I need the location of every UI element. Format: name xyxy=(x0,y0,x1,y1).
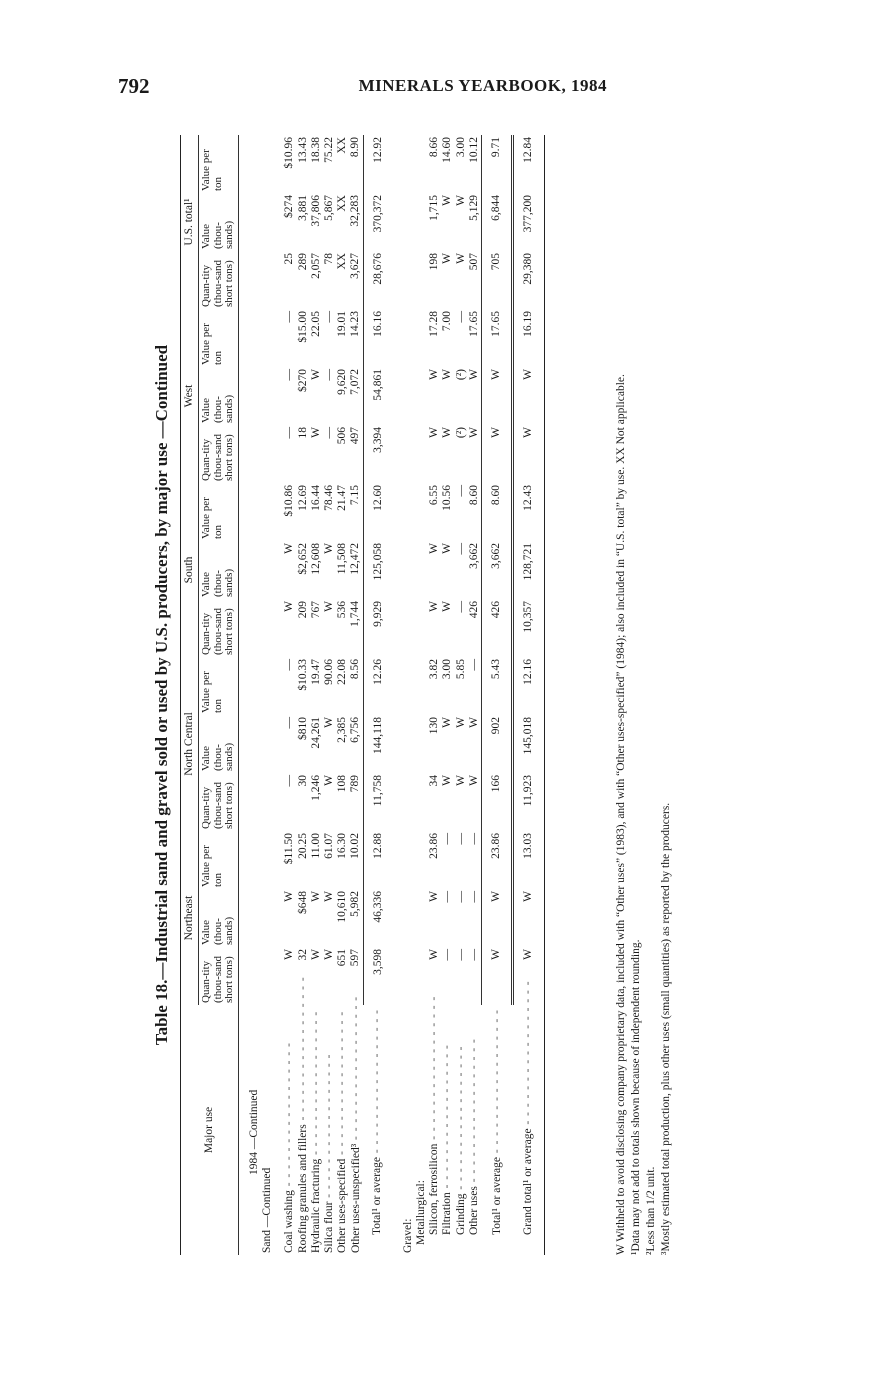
table-cell: 597 xyxy=(349,949,362,967)
table-cell: 10.12 xyxy=(467,137,480,163)
table-cell: 12.84 xyxy=(513,135,544,193)
table-cell: 22.05 xyxy=(309,311,322,337)
region-header-us-total: U.S. total¹ xyxy=(181,135,199,309)
table-cell: W xyxy=(467,369,480,380)
quantity-header: Quan-tity (thou-sand short tons) xyxy=(199,599,239,657)
value-per-ton-header: Value per ton xyxy=(199,657,239,715)
table-cell: 5,867 xyxy=(322,195,335,221)
table-cell: W xyxy=(441,601,454,612)
table-cell: 6,756 xyxy=(349,717,362,743)
table-cell: — xyxy=(441,949,454,961)
table-row xyxy=(455,135,468,1255)
table-cell: 9.71 xyxy=(482,135,513,193)
table-row xyxy=(297,135,310,1255)
footnote-w: W Withheld to avoid disclosing company proprietary data, included with “Other uses” (1983), and with “Other uses-specified” (1984); also included in “U.S. total” by use. XX Not applicable. xyxy=(615,374,627,1255)
table-cell: — xyxy=(454,311,467,323)
table-cell: 3,394 xyxy=(363,425,393,483)
grand-total-row xyxy=(513,135,544,1255)
table-cell: 3.00 xyxy=(441,659,454,680)
table-cell: 5,982 xyxy=(349,891,362,917)
table-cell: $11.50 xyxy=(283,833,296,865)
sand-total-row xyxy=(363,135,393,1255)
table-cell: 767 xyxy=(309,601,322,619)
table-row xyxy=(468,135,482,1255)
table-cell: 11.00 xyxy=(309,833,322,859)
table-cell: W xyxy=(513,947,544,1005)
table-cell: 3,881 xyxy=(296,195,309,221)
table-cell: 75.22 xyxy=(322,137,335,163)
footnotes xyxy=(614,135,674,1255)
table-body xyxy=(238,135,543,1255)
region-header-northeast: Northeast xyxy=(181,831,199,1005)
table-cell: 18 xyxy=(296,427,309,439)
table-cell: 9,620 xyxy=(336,369,349,395)
table-cell: 8.56 xyxy=(349,659,362,680)
table-cell: 506 xyxy=(336,427,349,445)
table-cell: 54,861 xyxy=(363,367,393,425)
table-cell: 18.38 xyxy=(309,137,322,163)
table-cell: 198 xyxy=(428,253,441,271)
table-cell: 29,380 xyxy=(513,251,544,309)
table-cell: 32,283 xyxy=(349,195,362,227)
table-cell: 1,715 xyxy=(428,195,441,221)
table-cell: 12.16 xyxy=(513,657,544,715)
table-cell: 25 xyxy=(283,253,296,265)
table-cell: W xyxy=(309,891,322,902)
table-cell: 7.00 xyxy=(441,311,454,332)
table-cell: W xyxy=(309,949,322,960)
table-cell: 5.43 xyxy=(482,657,513,715)
table-cell: — xyxy=(283,311,296,323)
table-cell: 46,336 xyxy=(363,889,393,947)
table-cell: 12.26 xyxy=(363,657,393,715)
table-row xyxy=(310,135,323,1255)
table-cell: — xyxy=(283,369,296,381)
table-cell: W xyxy=(441,717,454,728)
table-cell: 16.16 xyxy=(363,309,393,367)
table-cell: $274 xyxy=(283,195,296,218)
table-cell: W xyxy=(428,601,441,612)
table-cell: W xyxy=(454,253,467,264)
table-cell: 5,129 xyxy=(467,195,480,221)
table-cell: 10,610 xyxy=(336,891,349,923)
table-cell: 9,929 xyxy=(363,599,393,657)
table-cell: W xyxy=(283,891,296,902)
table-cell: W xyxy=(513,367,544,425)
table-cell: 108 xyxy=(336,775,349,793)
section-year: 1984 —Continued xyxy=(247,1089,260,1175)
row-label: Roofing granules and fillers - - - xyxy=(297,1005,310,1255)
table-cell: W xyxy=(322,891,335,902)
value-per-ton-header: Value per ton xyxy=(199,483,239,541)
table-cell: 16.19 xyxy=(513,309,544,367)
table-cell: W xyxy=(454,775,467,786)
value-header: Value (thou-sands) xyxy=(199,367,239,425)
table-cell: 166 xyxy=(482,773,513,831)
table-cell: 12,472 xyxy=(349,543,362,575)
table-cell: 128,721 xyxy=(513,541,544,599)
table-cell: 10.56 xyxy=(441,485,454,511)
table-cell: — xyxy=(467,659,480,671)
table-cell: $2,652 xyxy=(296,543,309,575)
table-cell: 22.08 xyxy=(336,659,349,685)
table-cell: W xyxy=(482,889,513,947)
table-cell: W xyxy=(428,543,441,554)
table-cell: $10.86 xyxy=(283,485,296,517)
page-header xyxy=(0,74,885,104)
table-cell: 8.60 xyxy=(467,485,480,506)
table-cell: — xyxy=(322,311,335,323)
table-cell: 130 xyxy=(428,717,441,735)
table-cell: 28,676 xyxy=(363,251,393,309)
table-cell: — xyxy=(283,775,296,787)
section-sand: Sand —Continued xyxy=(261,1167,274,1253)
table-cell: 19.01 xyxy=(336,311,349,337)
row-label: Silicon, ferrosilicon - - - xyxy=(428,1005,441,1255)
table-cell: W xyxy=(428,369,441,380)
table-cell: — xyxy=(454,601,467,613)
table-cell: 23.86 xyxy=(428,833,441,859)
table-cell: W xyxy=(441,253,454,264)
table-cell: — xyxy=(454,485,467,497)
table-cell: 78.46 xyxy=(322,485,335,511)
table-cell: 61.07 xyxy=(322,833,335,859)
table-cell: 12.92 xyxy=(363,135,393,193)
table-cell: W xyxy=(283,543,296,554)
table-row xyxy=(349,135,363,1255)
table-cell: W xyxy=(513,889,544,947)
table-cell: 3,627 xyxy=(349,253,362,279)
table-cell: 1,246 xyxy=(309,775,322,801)
table-cell: 14.23 xyxy=(349,311,362,337)
table-cell: — xyxy=(467,833,480,845)
table-cell: W xyxy=(309,369,322,380)
table-cell: W xyxy=(441,775,454,786)
table-cell: XX xyxy=(336,253,349,270)
page-number: 792 xyxy=(118,74,150,98)
table-cell: 23.86 xyxy=(482,831,513,889)
table-cell: 507 xyxy=(467,253,480,271)
table-cell: 426 xyxy=(467,601,480,619)
table-cell: 10,357 xyxy=(513,599,544,657)
table-cell: 1,744 xyxy=(349,601,362,627)
table-cell: 3.82 xyxy=(428,659,441,680)
table-cell: 125,058 xyxy=(363,541,393,599)
table-cell: W xyxy=(513,425,544,483)
region-header-west: West xyxy=(181,309,199,483)
row-label: Grinding - - - xyxy=(455,1005,468,1255)
table-cell: 5.85 xyxy=(454,659,467,680)
table-cell: W xyxy=(467,427,480,438)
table-cell: 30 xyxy=(296,775,309,787)
table-cell: 37,806 xyxy=(309,195,322,227)
table-cell: W xyxy=(454,195,467,206)
table-cell: $810 xyxy=(296,717,309,740)
quantity-header: Quan-tity (thou-sand short tons) xyxy=(199,773,239,831)
table-cell: $270 xyxy=(296,369,309,392)
row-label: Other uses-specified - - - xyxy=(336,1005,349,1255)
table-cell: — xyxy=(467,891,480,903)
table-cell: 3,598 xyxy=(363,947,393,1005)
table-cell: 14.60 xyxy=(441,137,454,163)
table-cell: — xyxy=(454,833,467,845)
region-header-south: South xyxy=(181,483,199,657)
row-label: Total¹ or average - - - xyxy=(482,1005,513,1255)
table-cell: 705 xyxy=(482,251,513,309)
value-per-ton-header: Value per ton xyxy=(199,309,239,367)
table-cell: — xyxy=(441,891,454,903)
table-cell: W xyxy=(428,427,441,438)
table-cell: — xyxy=(454,543,467,555)
table-cell: 78 xyxy=(322,253,335,265)
table-cell: 12.60 xyxy=(363,483,393,541)
table-cell: 17.65 xyxy=(482,309,513,367)
table-row xyxy=(428,135,441,1255)
data-table xyxy=(181,135,544,1255)
section-metallurgical: Metallurgical: xyxy=(415,1180,428,1245)
table-cell: 20.25 xyxy=(296,833,309,859)
value-header: Value (thou-sands) xyxy=(199,541,239,599)
table-cell: $15.00 xyxy=(296,311,309,343)
table-cell: W xyxy=(283,949,296,960)
value-header: Value (thou-sands) xyxy=(199,889,239,947)
table-cell: 7,072 xyxy=(349,369,362,395)
table-cell: 209 xyxy=(296,601,309,619)
table-cell: 289 xyxy=(296,253,309,271)
table-row xyxy=(336,135,349,1255)
table-caption: Table 18.—Industrial sand and gravel sold or used by U.S. producers, by major use —Continued xyxy=(152,344,171,1046)
table-cell: XX xyxy=(336,137,349,154)
value-header: Value (thou-sands) xyxy=(199,193,239,251)
table-cell: W xyxy=(454,717,467,728)
table-cell: W xyxy=(467,775,480,786)
table-cell: 2,385 xyxy=(336,717,349,743)
table-cell: 16.30 xyxy=(336,833,349,859)
table-cell: W xyxy=(322,775,335,786)
table-cell: 6,844 xyxy=(482,193,513,251)
table-cell: $10.33 xyxy=(296,659,309,691)
table-cell: 10.02 xyxy=(349,833,362,859)
row-label: Other uses - - - xyxy=(468,1005,482,1255)
table-cell: W xyxy=(322,717,335,728)
table-cell: 34 xyxy=(428,775,441,787)
row-label: Silica flour - - - xyxy=(323,1005,336,1255)
table-cell: 426 xyxy=(482,599,513,657)
table-cell: W xyxy=(322,601,335,612)
table-cell: 32 xyxy=(296,949,309,961)
region-header-north-central: North Central xyxy=(181,657,199,831)
table-cell: — xyxy=(322,427,335,439)
table-cell: (²) xyxy=(454,369,467,381)
table-cell: 13.43 xyxy=(296,137,309,163)
table-cell: W xyxy=(441,369,454,380)
table-cell: $10.96 xyxy=(283,137,296,169)
footnote-1: ¹Data may not add to totals shown because of independent rounding. xyxy=(629,939,642,1255)
table-cell: W xyxy=(441,195,454,206)
table-cell: W xyxy=(467,717,480,728)
table-cell: 12,608 xyxy=(309,543,322,575)
section-gravel: Gravel: xyxy=(401,1218,414,1253)
table-cell: — xyxy=(441,833,454,845)
value-per-ton-header: Value per ton xyxy=(199,831,239,889)
table-cell: 8.90 xyxy=(349,137,362,158)
table-cell: — xyxy=(283,659,296,671)
table-cell: W xyxy=(309,427,322,438)
table-cell: 8.66 xyxy=(428,137,441,158)
table-cell: (²) xyxy=(454,427,467,439)
table-cell: 7.15 xyxy=(349,485,362,506)
table-cell: W xyxy=(322,543,335,554)
major-use-header: Major use xyxy=(181,1005,238,1255)
footnote-3: ³Mostly estimated total production, plus other uses (small quantities) as reported by the producers. xyxy=(659,802,672,1255)
footnote-2: ²Less than 1/2 unit. xyxy=(644,1166,657,1255)
table-cell: 6.55 xyxy=(428,485,441,506)
table-cell: W xyxy=(441,543,454,554)
table-cell: 24,261 xyxy=(309,717,322,749)
table-cell: 902 xyxy=(482,715,513,773)
table-cell: 536 xyxy=(336,601,349,619)
table-row xyxy=(283,135,296,1255)
row-label: Filtration - - - xyxy=(441,1005,454,1255)
table-cell: 12.88 xyxy=(363,831,393,889)
row-label: Hydraulic fracturing - - - xyxy=(310,1005,323,1255)
table-cell: — xyxy=(454,891,467,903)
data-table-frame xyxy=(180,135,545,1255)
table-cell: 19.47 xyxy=(309,659,322,685)
table-cell: — xyxy=(283,427,296,439)
table-cell: W xyxy=(283,601,296,612)
table-cell: W xyxy=(482,367,513,425)
table-row xyxy=(441,135,454,1255)
row-label: Other uses-unspecified³ - - - xyxy=(349,1005,363,1255)
table-cell: 789 xyxy=(349,775,362,793)
table-cell: 8.60 xyxy=(482,483,513,541)
table-cell: 377,200 xyxy=(513,193,544,251)
table-cell: 145,018 xyxy=(513,715,544,773)
table-cell: 11,923 xyxy=(513,773,544,831)
row-label: Grand total¹ or average - - - xyxy=(513,1005,544,1255)
gravel-total-row xyxy=(482,135,513,1255)
table-cell: W xyxy=(428,891,441,902)
table-cell: 11,758 xyxy=(363,773,393,831)
rotated-table-block xyxy=(152,135,722,1255)
table-cell: 651 xyxy=(336,949,349,967)
table-cell: 3,662 xyxy=(467,543,480,569)
table-cell: W xyxy=(428,949,441,960)
row-label: Total¹ or average - - - xyxy=(363,1005,393,1255)
table-cell: 17.65 xyxy=(467,311,480,337)
table-cell: — xyxy=(283,717,296,729)
quantity-header: Quan-tity (thou-sand short tons) xyxy=(199,251,239,309)
table-cell: W xyxy=(441,427,454,438)
table-cell: — xyxy=(467,949,480,961)
table-row xyxy=(323,135,336,1255)
table-cell: 3,662 xyxy=(482,541,513,599)
quantity-header: Quan-tity (thou-sand short tons) xyxy=(199,947,239,1005)
table-cell: — xyxy=(322,369,335,381)
table-cell: 21.47 xyxy=(336,485,349,511)
quantity-header: Quan-tity (thou-sand short tons) xyxy=(199,425,239,483)
table-cell: 144,118 xyxy=(363,715,393,773)
table-cell: $648 xyxy=(296,891,309,914)
table-cell: — xyxy=(454,949,467,961)
value-per-ton-header: Value per ton xyxy=(199,135,239,193)
table-cell: 12.69 xyxy=(296,485,309,511)
table-cell: 17.28 xyxy=(428,311,441,337)
table-cell: W xyxy=(482,947,513,1005)
table-cell: W xyxy=(482,425,513,483)
running-title: MINERALS YEARBOOK, 1984 xyxy=(358,76,607,95)
table-cell: 11,508 xyxy=(336,543,349,575)
table-cell: XX xyxy=(336,195,349,212)
table-cell: 12.43 xyxy=(513,483,544,541)
row-label: Coal washing - - - xyxy=(283,1005,296,1255)
table-cell: W xyxy=(322,949,335,960)
table-cell: 2,057 xyxy=(309,253,322,279)
table-cell: 13.03 xyxy=(513,831,544,889)
table-cell: 3.00 xyxy=(454,137,467,158)
table-cell: 16.44 xyxy=(309,485,322,511)
table-cell: 497 xyxy=(349,427,362,445)
table-cell: 370,372 xyxy=(363,193,393,251)
table-cell: 90.06 xyxy=(322,659,335,685)
value-header: Value (thou-sands) xyxy=(199,715,239,773)
